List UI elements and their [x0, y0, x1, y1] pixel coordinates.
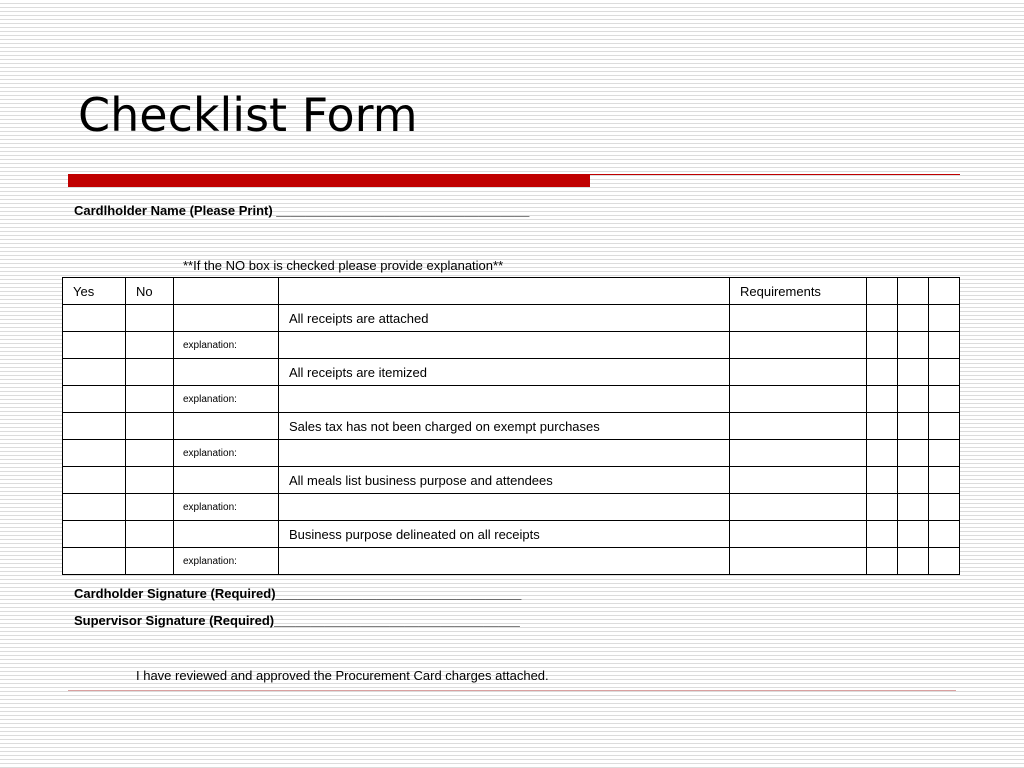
no-checkbox-cell[interactable]: [126, 413, 174, 440]
blank-cell: [929, 440, 960, 467]
cardholder-signature-field[interactable]: Cardholder Signature (Required)__________________________________: [74, 586, 522, 601]
blank-cell: [867, 440, 898, 467]
blank-cell: [730, 332, 867, 359]
blank-cell: [898, 521, 929, 548]
blank-cell: [898, 467, 929, 494]
blank-cell: [929, 494, 960, 521]
blank-cell: [63, 440, 126, 467]
cardholder-name-field[interactable]: Cardlholder Name (Please Print) ___________________________________: [74, 203, 530, 218]
supervisor-signature-field[interactable]: Supervisor Signature (Required)__________________________________: [74, 613, 520, 628]
blank-cell: [730, 305, 867, 332]
blank-cell: [126, 386, 174, 413]
blank-cell: [126, 494, 174, 521]
explanation-row: [63, 440, 960, 467]
blank-cell: [867, 386, 898, 413]
explanation-label: explanation:: [174, 548, 279, 575]
blank-cell: [730, 359, 867, 386]
blank-cell: [867, 494, 898, 521]
explanation-input-cell[interactable]: [279, 494, 730, 521]
yes-checkbox-cell[interactable]: [63, 359, 126, 386]
explanation-row: [63, 548, 960, 575]
explanation-row: [63, 386, 960, 413]
blank-cell: [730, 521, 867, 548]
title-underline-thin: [590, 174, 960, 175]
blank-cell: [174, 305, 279, 332]
requirement-row: [63, 359, 960, 386]
explanation-input-cell[interactable]: [279, 440, 730, 467]
requirement-text: Business purpose delineated on all receipts: [279, 521, 730, 548]
header-blank: [867, 278, 898, 305]
header-yes: Yes: [63, 278, 126, 305]
explanation-row: [63, 332, 960, 359]
blank-cell: [126, 440, 174, 467]
requirement-text: All receipts are attached: [279, 305, 730, 332]
blank-cell: [174, 359, 279, 386]
explanation-label: explanation:: [174, 494, 279, 521]
blank-cell: [929, 521, 960, 548]
explanation-note: **If the NO box is checked please provide explanation**: [183, 258, 504, 273]
blank-cell: [929, 332, 960, 359]
blank-cell: [867, 359, 898, 386]
header-blank: [279, 278, 730, 305]
blank-cell: [898, 548, 929, 575]
explanation-label: explanation:: [174, 332, 279, 359]
blank-cell: [867, 521, 898, 548]
explanation-input-cell[interactable]: [279, 548, 730, 575]
blank-cell: [898, 386, 929, 413]
blank-cell: [929, 467, 960, 494]
blank-cell: [174, 467, 279, 494]
blank-cell: [867, 332, 898, 359]
blank-cell: [929, 305, 960, 332]
blank-cell: [730, 386, 867, 413]
yes-checkbox-cell[interactable]: [63, 521, 126, 548]
blank-cell: [63, 386, 126, 413]
blank-cell: [898, 305, 929, 332]
no-checkbox-cell[interactable]: [126, 467, 174, 494]
blank-cell: [174, 413, 279, 440]
requirement-text: All meals list business purpose and attendees: [279, 467, 730, 494]
blank-cell: [730, 494, 867, 521]
no-checkbox-cell[interactable]: [126, 359, 174, 386]
blank-cell: [126, 548, 174, 575]
blank-cell: [898, 440, 929, 467]
requirement-row: [63, 305, 960, 332]
yes-checkbox-cell[interactable]: [63, 413, 126, 440]
blank-cell: [929, 359, 960, 386]
header-blank: [898, 278, 929, 305]
explanation-label: explanation:: [174, 386, 279, 413]
blank-cell: [898, 332, 929, 359]
header-requirements: Requirements: [730, 278, 867, 305]
explanation-input-cell[interactable]: [279, 386, 730, 413]
requirement-text: Sales tax has not been charged on exempt purchases: [279, 413, 730, 440]
blank-cell: [126, 332, 174, 359]
blank-cell: [63, 494, 126, 521]
checklist-table: [62, 277, 960, 575]
footer-rule: [68, 690, 956, 691]
blank-cell: [898, 413, 929, 440]
explanation-label: explanation:: [174, 440, 279, 467]
blank-cell: [63, 548, 126, 575]
blank-cell: [929, 548, 960, 575]
yes-checkbox-cell[interactable]: [63, 467, 126, 494]
blank-cell: [730, 467, 867, 494]
blank-cell: [867, 467, 898, 494]
yes-checkbox-cell[interactable]: [63, 305, 126, 332]
blank-cell: [929, 413, 960, 440]
explanation-input-cell[interactable]: [279, 332, 730, 359]
blank-cell: [730, 548, 867, 575]
blank-cell: [867, 305, 898, 332]
table-header-row: [63, 278, 960, 305]
blank-cell: [63, 332, 126, 359]
requirement-text: All receipts are itemized: [279, 359, 730, 386]
header-no: No: [126, 278, 174, 305]
blank-cell: [898, 494, 929, 521]
blank-cell: [867, 413, 898, 440]
page-title: Checklist Form: [78, 88, 418, 142]
requirement-row: [63, 467, 960, 494]
explanation-row: [63, 494, 960, 521]
requirement-row: [63, 413, 960, 440]
blank-cell: [730, 413, 867, 440]
no-checkbox-cell[interactable]: [126, 521, 174, 548]
header-blank: [929, 278, 960, 305]
blank-cell: [929, 386, 960, 413]
blank-cell: [867, 548, 898, 575]
no-checkbox-cell[interactable]: [126, 305, 174, 332]
title-underline-bar: [68, 174, 590, 187]
blank-cell: [730, 440, 867, 467]
header-blank: [174, 278, 279, 305]
blank-cell: [898, 359, 929, 386]
blank-cell: [174, 521, 279, 548]
requirement-row: [63, 521, 960, 548]
approval-statement: I have reviewed and approved the Procurement Card charges attached.: [136, 668, 549, 683]
